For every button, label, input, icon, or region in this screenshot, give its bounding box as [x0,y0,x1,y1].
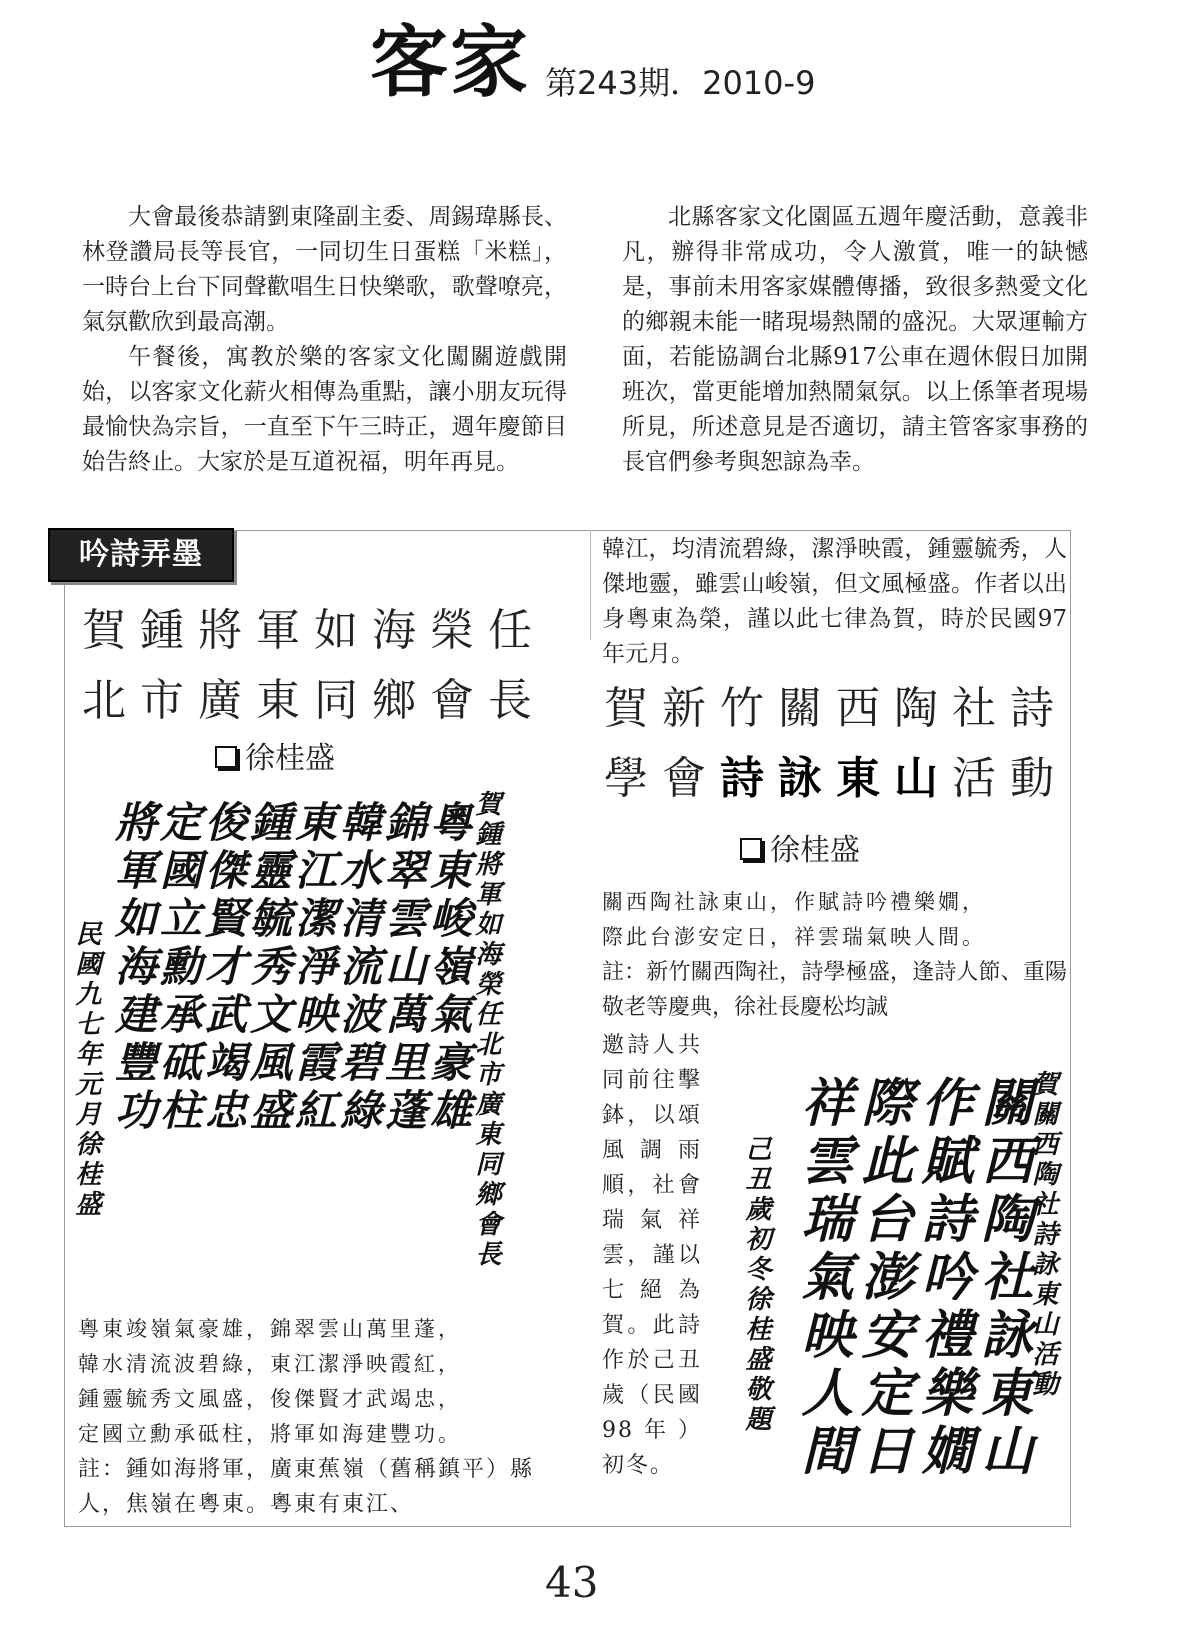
box-bullet-icon [215,746,237,768]
poem1-note-continued: 韓江，均清流碧綠，潔淨映霞，鍾靈毓秀，人傑地靈，雖雲山峻嶺，但文風極盛。作者以出身粵東為榮，謹以此七律為賀，時於民國97年元月。 [602,536,1067,667]
poem2-note-narrow: 邀詩人共同前往擊鉢，以頌風調雨順，社會瑞氣祥雲，謹以七絕為賀。此詩作於己丑歲（民國98年）初冬。 [602,1033,702,1478]
article-column-left [82,200,567,480]
author-name: 徐桂盛 [770,833,860,868]
title-segment-bold: 詩詠東山 [720,753,952,804]
title-segment: 學會 [604,753,720,804]
poem-line: 際此台澎安定日，祥雲瑞氣映人間。 [602,925,986,949]
calligraphy-column: 錦翠雲山萬里蓬 [379,800,428,1136]
calligraphy-signature: 民國九七年元月徐桂盛 [71,920,101,1220]
poem1-title-line1: 賀鍾將軍如海榮任 [82,605,546,656]
calligraphy-column: 東江潔淨映霞紅 [289,800,338,1136]
calligraphy-heading: 賀關西陶社詩詠東山活動 [1028,1070,1058,1400]
poem2-title-line1: 賀新竹關西陶社詩 [604,683,1068,734]
calligraphy-column: 際此台澎安定日 [852,1075,913,1481]
page-number: 43 [545,1558,599,1607]
poem-line: 鍾靈毓秀文風盛，俊傑賢才武竭忠， [78,1387,462,1411]
calligraphy-column: 鍾靈毓秀文風盛 [244,800,293,1136]
column-divider [590,530,591,640]
calligraphy-heading: 賀鍾將軍如海榮任北市廣東同鄉會長 [471,790,501,1270]
poem2-author [740,825,860,869]
article-column-right [622,200,1088,480]
box-bullet-icon [740,838,762,860]
calligraphy-column: 祥雲瑞氣映人間 [792,1075,853,1481]
poem1-text [78,1312,578,1452]
calligraphy-column: 俊傑賢才武竭忠 [199,800,248,1136]
calligraphy-left [71,790,508,1290]
calligraphy-column: 粵東峻嶺氣豪雄 [424,800,473,1136]
paragraph: 北縣客家文化園區五週年慶活動，意義非凡，辦得非常成功，令人激賞，唯一的缺憾是，事前未用客家媒體傳播，致很多熱愛文化的鄉親未能一睹現場熱鬧的盛況。大眾運輸方面，若能協調台北縣917公車在週休假日加開班次，當更能增加熱鬧氣氛。以上係筆者現場所見，所述意見是否適切，請主管客家事務的長官們參考與恕諒為幸。 [622,204,1088,475]
poem2-text [602,885,1072,955]
poem1-title-line2: 北市廣東同鄉會長 [82,675,546,726]
calligraphy-column: 關西陶社詠東山 [972,1075,1033,1481]
poem1-author [215,733,335,777]
poem1-note: 註：鍾如海將軍，廣東蕉嶺（舊稱鎮平）縣人，焦嶺在粵東。粵東有東江、 [78,1457,535,1517]
issue-info: 第243期．2010-9 [545,64,816,102]
title-segment: 活動 [952,753,1068,804]
poem-line: 韓水清流波碧綠，東江潔淨映霞紅， [78,1352,462,1376]
section-tag: 吟詩弄墨 [48,528,234,582]
poem2-note: 註：新竹關西陶社，詩學極盛，逢詩人節、重陽敬老等慶典，徐社長慶松均誠 [602,960,1067,1020]
poem-line: 定國立勳承砥柱，將軍如海建豐功。 [78,1422,462,1446]
paragraph: 午餐後，寓教於樂的客家文化闖關遊戲開始，以客家文化薪火相傳為重點，讓小朋友玩得最愉快為宗旨，一直至下午三時正，週年慶節目始告終止。大家於是互道祝福，明年再見。 [82,344,567,475]
calligraphy-column: 韓水清流波碧綠 [334,800,383,1136]
poem-line: 粵東竣嶺氣豪雄，錦翠雲山萬里蓬， [78,1317,462,1341]
calligraphy-column: 作賦詩吟禮樂嫺 [912,1075,973,1481]
calligraphy-signature: 己丑歲初冬徐桂盛敬題 [741,1135,771,1435]
calligraphy-column: 定國立勳承砥柱 [154,800,203,1136]
calligraphy-right [730,1060,1070,1520]
paragraph: 大會最後恭請劉東隆副主委、周錫瑋縣長、林登讚局長等長官，一同切生日蛋糕「米糕」，一時台上台下同聲歡唱生日快樂歌，歌聲嘹亮，氣氛歡欣到最高潮。 [82,204,567,335]
calligraphy-column: 將軍如海建豐功 [109,800,158,1136]
poem-line: 關西陶社詠東山，作賦詩吟禮樂嫺， [602,890,986,914]
poem2-title-line2 [604,753,1068,806]
masthead-title: 客家 [370,17,531,108]
author-name: 徐桂盛 [245,741,335,776]
